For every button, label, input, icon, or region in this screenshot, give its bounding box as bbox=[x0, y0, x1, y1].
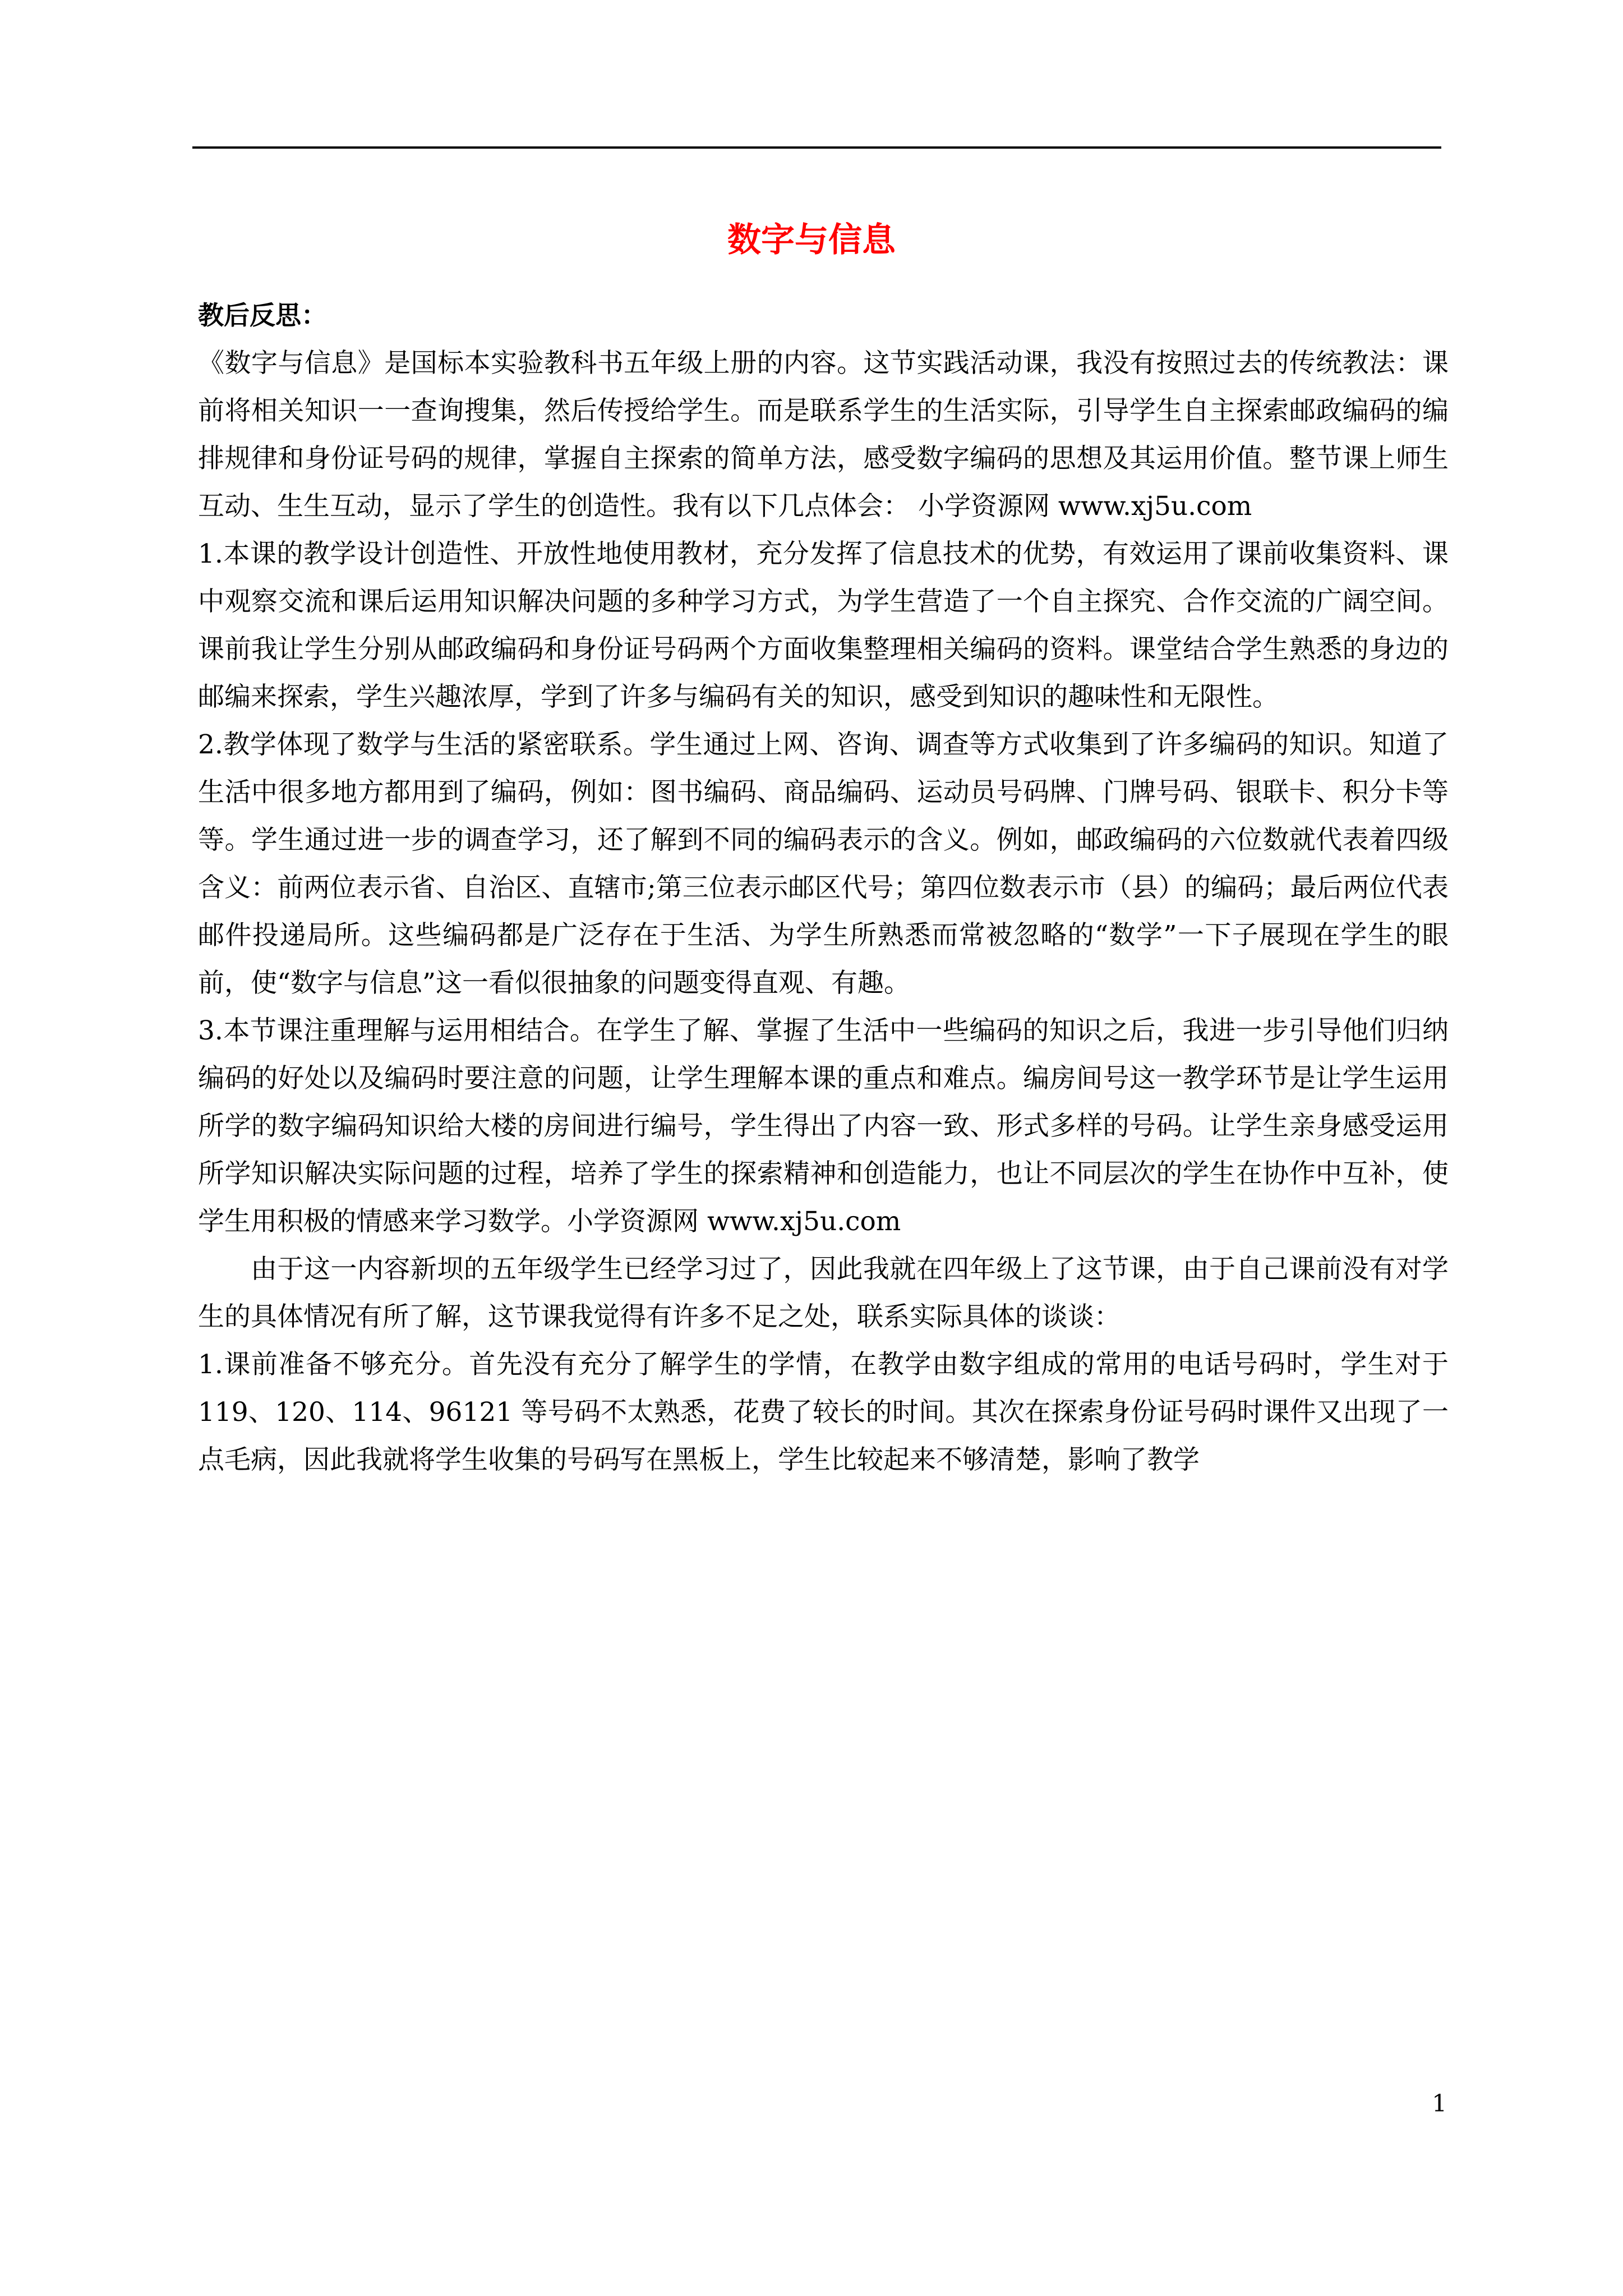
paragraph-intro: 《数字与信息》是国标本实验教科书五年级上册的内容。这节实践活动课，我没有按照过去的传统教法：课前将相关知识一一查询搜集，然后传授给学生。而是联系学生的生活实际，引导学生自主探索邮政编码的编排规律和身份证号码的规律，掌握自主探索的简单方法，感受数字编码的思想及其运用价值。整节课上师生互动、生生互动，显示了学生的创造性。我有以下几点体会： 小学资源网 www.xj5u.com bbox=[198, 348, 1449, 522]
paragraph-shortcomings-intro: 由于这一内容新坝的五年级学生已经学习过了，因此我就在四年级上了这节课，由于自己课前没有对学生的具体情况有所了解，这节课我觉得有许多不足之处，联系实际具体的谈谈： bbox=[198, 1254, 1449, 1332]
paragraph-point-1: 1.本课的教学设计创造性、开放性地使用教材，充分发挥了信息技术的优势，有效运用了课前收集资料、课中观察交流和课后运用知识解决问题的多种学习方式，为学生营造了一个自主探究、合作交流的广阔空间。课前我让学生分别从邮政编码和身份证号码两个方面收集整理相关编码的资料。课堂结合学生熟悉的身边的邮编来探索，学生兴趣浓厚，学到了许多与编码有关的知识，感受到知识的趣味性和无限性。 bbox=[198, 539, 1449, 712]
page-number: 1 bbox=[1432, 2090, 1447, 2117]
header-rule bbox=[192, 146, 1441, 149]
document-body bbox=[198, 292, 1449, 1484]
paragraph-point-3: 3.本节课注重理解与运用相结合。在学生了解、掌握了生活中一些编码的知识之后，我进一步引导他们归纳编码的好处以及编码时要注意的问题，让学生理解本课的重点和难点。编房间号这一教学环节是让学生运用所学的数字编码知识给大楼的房间进行编号，学生得出了内容一致、形式多样的号码。让学生亲身感受运用所学知识解决实际问题的过程，培养了学生的探索精神和创造能力，也让不同层次的学生在协作中互补，使学生用积极的情感来学习数学。小学资源网 www.xj5u.com bbox=[198, 1015, 1449, 1237]
document-title: 数字与信息 bbox=[727, 220, 896, 260]
paragraph-point-2: 2.教学体现了数学与生活的紧密联系。学生通过上网、咨询、调查等方式收集到了许多编码的知识。知道了生活中很多地方都用到了编码，例如：图书编码、商品编码、运动员号码牌、门牌号码、银联卡、积分卡等等。学生通过进一步的调查学习，还了解到不同的编码表示的含义。例如，邮政编码的六位数就代表着四级含义：前两位表示省、自治区、直辖市;第三位表示邮区代号；第四位数表示市（县）的编码；最后两位代表邮件投递局所。这些编码都是广泛存在于生活、为学生所熟悉而常被忽略的“数学”一下子展现在学生的眼前，使“数字与信息”这一看似很抽象的问题变得直观、有趣。 bbox=[198, 729, 1449, 999]
paragraph-shortcoming-1: 1.课前准备不够充分。首先没有充分了解学生的学情，在教学由数字组成的常用的电话号码时，学生对于 119、120、114、96121 等号码不太熟悉，花费了较长的时间。其次在探索身份证号码时课件又出现了一点毛病，因此我就将学生收集的号码写在黑板上，学生比较起来不够清楚，影响了教学 bbox=[198, 1349, 1449, 1475]
section-heading: 教后反思： bbox=[198, 300, 327, 330]
